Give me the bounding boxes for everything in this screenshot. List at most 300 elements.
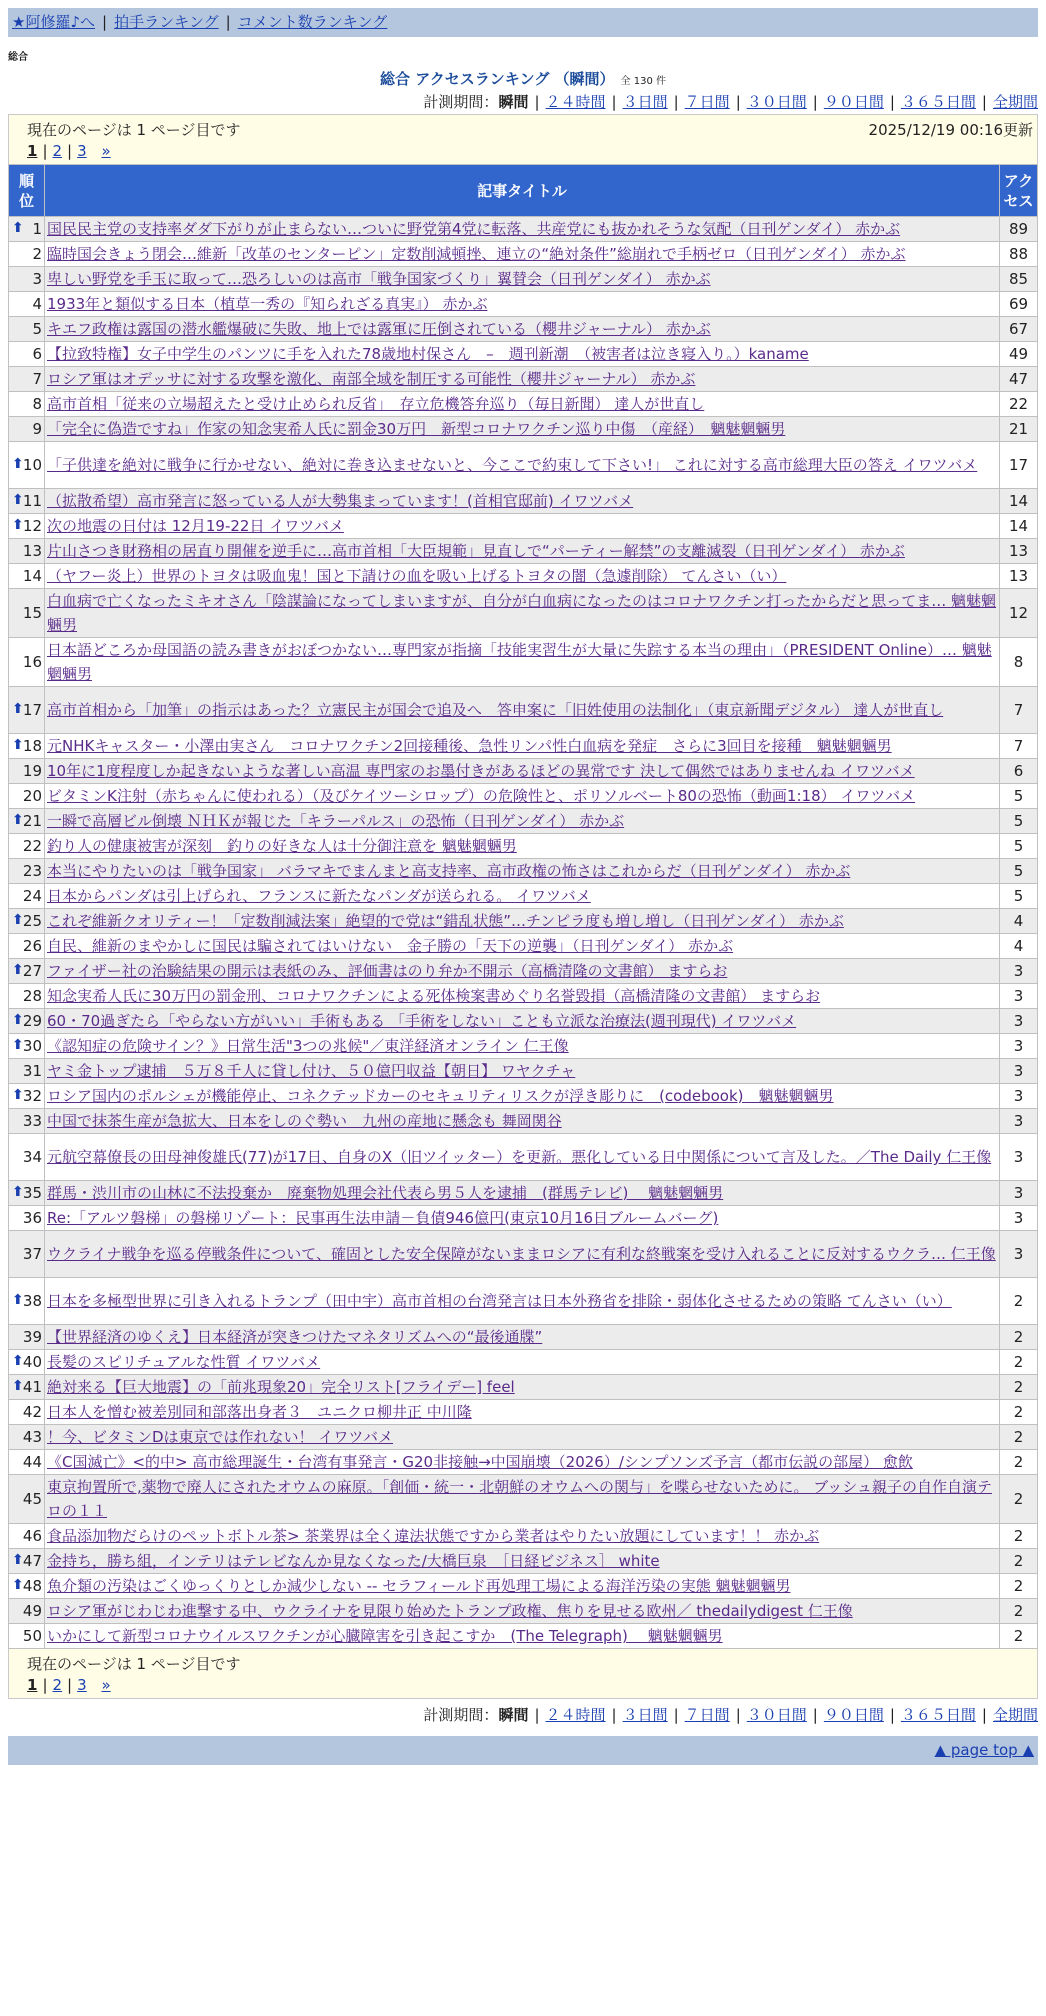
table-row bbox=[9, 687, 1038, 734]
title-cell bbox=[45, 1524, 1000, 1549]
column-header-title: 記事タイトル bbox=[45, 165, 1000, 217]
table-row bbox=[9, 1109, 1038, 1134]
rank-cell bbox=[9, 392, 45, 417]
page-separator: | bbox=[42, 142, 48, 160]
rank-number: 40 bbox=[22, 1353, 42, 1371]
updated-timestamp: 2025/12/19 00:16更新 bbox=[868, 121, 1033, 139]
title-cell bbox=[45, 217, 1000, 242]
access-count: 3 bbox=[1000, 1009, 1038, 1034]
article-link[interactable]: 高市首相「従来の立場超えたと受け止められ反省」 存立危機答弁巡り（毎日新聞） 達人が世直し bbox=[47, 395, 705, 413]
period-separator: | bbox=[812, 93, 818, 111]
total-count: 全 130 件 bbox=[620, 76, 666, 87]
article-link[interactable]: 東京拘置所で,薬物で廃人にされたオウムの麻原。「創価・統一・北朝鮮のオウムへの関与」を喋らせないために。 ブッシュ親子の自作自演テロの１１ bbox=[47, 1478, 992, 1520]
article-link[interactable]: 「完全に偽造ですね」作家の知念実希人氏に罰金30万円 新型コロナワクチン巡り中傷 （産経） 魑魅魍魎男 bbox=[47, 420, 786, 438]
period-link[interactable]: ３６５日間 bbox=[900, 93, 976, 111]
up-arrow-icon: ⬆ bbox=[12, 220, 24, 236]
article-link[interactable]: 《C国滅亡》<的中> 高市総理誕生・台湾有事発言・G20非接触→中国崩壊（2026）/シンプソンズ予言（都市伝説の部屋） 愈飲 bbox=[47, 1453, 913, 1471]
period-separator: | bbox=[534, 1706, 540, 1724]
rank-cell bbox=[9, 859, 45, 884]
access-count: 12 bbox=[1000, 589, 1038, 638]
rank-cell bbox=[9, 539, 45, 564]
rank-cell bbox=[9, 1109, 45, 1134]
rank-cell bbox=[9, 1475, 45, 1524]
title-cell bbox=[45, 1109, 1000, 1134]
access-count: 2 bbox=[1000, 1475, 1038, 1524]
title-cell bbox=[45, 1084, 1000, 1109]
rank-number: 35 bbox=[22, 1184, 42, 1202]
up-arrow-icon: ⬆ bbox=[12, 1087, 24, 1103]
access-count: 4 bbox=[1000, 934, 1038, 959]
period-link[interactable]: ３０日間 bbox=[746, 1706, 807, 1724]
title-cell bbox=[45, 1450, 1000, 1475]
article-link[interactable]: 60・70過ぎたら「やらない方がいい」手術もある 「手術をしない」ことも立派な治療法(週刊現代) イワツバメ bbox=[47, 1012, 797, 1030]
article-link[interactable]: キエフ政権は露国の潜水艦爆破に失敗、地上では露軍に圧倒されている（櫻井ジャーナル） 赤かぶ bbox=[47, 320, 711, 338]
article-link[interactable]: ヤミ金トップ逮捕 ５万８千人に貸し付け、５０億円収益【朝日】 ワヤクチャ bbox=[47, 1062, 576, 1080]
table-row bbox=[9, 1549, 1038, 1574]
access-count: 2 bbox=[1000, 1350, 1038, 1375]
rank-cell bbox=[9, 589, 45, 638]
table-row bbox=[9, 859, 1038, 884]
rank-cell bbox=[9, 242, 45, 267]
rank-cell bbox=[9, 1425, 45, 1450]
article-link[interactable]: 次の地震の日付は 12月19-22日 イワツバメ bbox=[47, 517, 344, 535]
article-link[interactable]: 中国で抹茶生産が急拡大、日本をしのぐ勢い 九州の産地に懸念も 舞岡関谷 bbox=[47, 1112, 562, 1130]
page-link[interactable]: 3 bbox=[77, 142, 87, 160]
table-row bbox=[9, 1059, 1038, 1084]
page-current: 1 bbox=[27, 142, 38, 160]
page-separator: | bbox=[67, 142, 73, 160]
title-cell bbox=[45, 1624, 1000, 1649]
title-cell bbox=[45, 1400, 1000, 1425]
period-link[interactable]: ３日間 bbox=[622, 1706, 668, 1724]
rank-cell bbox=[9, 1524, 45, 1549]
access-count: 47 bbox=[1000, 367, 1038, 392]
article-link[interactable]: 元NHKキャスター・小澤由実さん コロナワクチン2回接種後、急性リンパ性白血病を発症 さらに3回目を接種 魑魅魍魎男 bbox=[47, 737, 892, 755]
page-separator bbox=[87, 1676, 102, 1694]
rank-cell bbox=[9, 292, 45, 317]
period-selector-top bbox=[8, 90, 1038, 114]
article-link[interactable]: ファイザー社の治験結果の開示は表紙のみ、評価書はのり弁か不開示（高橋清隆の文書館） ますらお bbox=[47, 962, 728, 980]
article-link[interactable]: 釣り人の健康被害が深刻 釣りの好きな人は十分御注意を 魑魅魍魎男 bbox=[47, 837, 517, 855]
access-count: 13 bbox=[1000, 539, 1038, 564]
table-row bbox=[9, 1450, 1038, 1475]
rank-number: 32 bbox=[22, 1087, 42, 1105]
article-link[interactable]: ビタミンK注射（赤ちゃんに使われる）（及びケイツーシロップ）の危険性と、ポリソルベート80の恐怖（動画1:18） イワツバメ bbox=[47, 787, 916, 805]
up-arrow-icon: ⬆ bbox=[12, 1292, 24, 1308]
article-link[interactable]: ロシア軍がじわじわ進撃する中、ウクライナを見限り始めたトランプ政権、焦りを見せる欧州／ thedailydigest 仁王像 bbox=[47, 1602, 853, 1620]
article-link[interactable]: 食品添加物だらけのペットボトル茶> 茶業界は全く違法状態ですから業者はやりたい放題にしています！！ 赤かぶ bbox=[47, 1527, 820, 1545]
table-row bbox=[9, 1231, 1038, 1278]
access-count: 67 bbox=[1000, 317, 1038, 342]
up-arrow-icon: ⬆ bbox=[12, 1552, 24, 1568]
period-separator: | bbox=[735, 93, 741, 111]
title-cell bbox=[45, 1278, 1000, 1325]
article-link[interactable]: 高市首相から「加筆」の指示はあった？立憲民主が国会で追及へ 答申案に「旧姓使用の法制化」（東京新聞デジタル） 達人が世直し bbox=[47, 701, 944, 719]
article-link[interactable]: 1933年と類似する日本（植草一秀の『知られざる真実』） 赤かぶ bbox=[47, 295, 488, 313]
period-separator: | bbox=[981, 93, 987, 111]
access-count: 22 bbox=[1000, 392, 1038, 417]
rank-cell bbox=[9, 759, 45, 784]
top-nav bbox=[8, 8, 1038, 37]
article-link[interactable]: ウクライナ戦争を巡る停戦条件について、確固とした安全保障がないままロシアに有利な終戦案を受け入れることに反対するウクラ… 仁王像 bbox=[47, 1245, 996, 1263]
access-count: 5 bbox=[1000, 859, 1038, 884]
title-cell bbox=[45, 539, 1000, 564]
article-link[interactable]: 日本人を憎む被差別同和部落出身者３ ユニクロ柳井正 中川隆 bbox=[47, 1403, 472, 1421]
article-link[interactable]: 日本からパンダは引上げられ、フランスに新たなパンダが送られる。 イワツバメ bbox=[47, 887, 591, 905]
up-arrow-icon: ⬆ bbox=[12, 1378, 24, 1394]
rank-number: 45 bbox=[22, 1490, 42, 1508]
rank-number: 7 bbox=[32, 370, 42, 388]
article-link[interactable]: ロシア軍はオデッサに対する攻撃を激化、南部全域を制圧する可能性（櫻井ジャーナル） 赤かぶ bbox=[47, 370, 696, 388]
rank-cell bbox=[9, 489, 45, 514]
table-row bbox=[9, 564, 1038, 589]
title-cell bbox=[45, 1059, 1000, 1084]
table-row bbox=[9, 984, 1038, 1009]
article-link[interactable]: これぞ維新クオリティー！「定数削減法案」絶望的で党は“錯乱状態”…チンピラ度も増し増し（日刊ゲンダイ） 赤かぶ bbox=[47, 912, 844, 930]
nav-separator: | bbox=[225, 13, 231, 31]
rank-cell bbox=[9, 1009, 45, 1034]
rank-number: 4 bbox=[32, 295, 42, 313]
rank-cell bbox=[9, 909, 45, 934]
page-separator bbox=[87, 142, 102, 160]
table-row bbox=[9, 784, 1038, 809]
table-row bbox=[9, 1278, 1038, 1325]
page-current: 1 bbox=[27, 1676, 38, 1694]
up-arrow-icon: ⬆ bbox=[12, 1037, 24, 1053]
up-arrow-icon: ⬆ bbox=[12, 962, 24, 978]
rank-number: 49 bbox=[22, 1602, 42, 1620]
rank-number: 37 bbox=[22, 1245, 42, 1263]
page-link[interactable]: 2 bbox=[52, 1676, 63, 1694]
rank-cell bbox=[9, 1231, 45, 1278]
article-link[interactable]: 【世界経済のゆくえ】日本経済が突きつけたマネタリズムへの“最後通牒” bbox=[47, 1328, 543, 1346]
table-row bbox=[9, 1034, 1038, 1059]
article-link[interactable]: 10年に1度程度しか起きないような著しい高温 専門家のお墨付きがあるほどの異常です 決して偶然ではありませんね イワツバメ bbox=[47, 762, 915, 780]
rank-cell bbox=[9, 934, 45, 959]
rank-number: 6 bbox=[32, 345, 42, 363]
rank-cell bbox=[9, 1278, 45, 1325]
article-link[interactable]: 金持ち，勝ち組，インテリはテレビなんか見なくなった/大橋巨泉 ［日経ビジネス］ white bbox=[47, 1552, 660, 1570]
period-separator: | bbox=[735, 1706, 741, 1724]
table-row bbox=[9, 1624, 1038, 1649]
access-count: 3 bbox=[1000, 1084, 1038, 1109]
title-cell bbox=[45, 1574, 1000, 1599]
rank-number: 2 bbox=[32, 245, 42, 263]
title-cell bbox=[45, 1181, 1000, 1206]
rank-number: 47 bbox=[22, 1552, 42, 1570]
up-arrow-icon: ⬆ bbox=[12, 737, 24, 753]
up-arrow-icon: ⬆ bbox=[12, 1012, 24, 1028]
rank-cell bbox=[9, 1574, 45, 1599]
up-arrow-icon: ⬆ bbox=[12, 492, 24, 508]
period-link[interactable]: ３日間 bbox=[622, 93, 668, 111]
period-label: 計測期間： bbox=[423, 93, 499, 111]
table-row bbox=[9, 217, 1038, 242]
period-separator: | bbox=[611, 1706, 617, 1724]
article-link[interactable]: 日本を多極型世界に引き入れるトランプ（田中宇）高市首相の台湾発言は日本外務省を排除・弱体化させるための策略 てんさい（い） bbox=[47, 1292, 952, 1310]
period-separator: | bbox=[812, 1706, 818, 1724]
rank-cell bbox=[9, 734, 45, 759]
access-count: 85 bbox=[1000, 267, 1038, 292]
title-cell bbox=[45, 267, 1000, 292]
rank-cell bbox=[9, 1206, 45, 1231]
rank-cell bbox=[9, 1450, 45, 1475]
title-cell bbox=[45, 1134, 1000, 1181]
nav-separator: | bbox=[102, 13, 108, 31]
access-count: 2 bbox=[1000, 1278, 1038, 1325]
article-link[interactable]: 絶対来る【巨大地震】の「前兆現象20」完全リスト[フライデー] feel bbox=[47, 1378, 515, 1396]
rank-cell bbox=[9, 1350, 45, 1375]
article-link[interactable]: 知念実希人氏に30万円の罰金刑、コロナワクチンによる死体検案書めぐり名誉毀損（高橋清隆の文書館） ますらお bbox=[47, 987, 821, 1005]
page-title: 総合 アクセスランキング （瞬間） bbox=[380, 70, 615, 88]
access-count: 5 bbox=[1000, 809, 1038, 834]
ranking-table-body bbox=[9, 217, 1038, 1649]
period-current: 瞬間 bbox=[498, 93, 529, 111]
rank-number: 15 bbox=[22, 604, 42, 622]
title-cell bbox=[45, 1206, 1000, 1231]
table-row bbox=[9, 1009, 1038, 1034]
article-link[interactable]: 元航空幕僚長の田母神俊雄氏(77)が17日、自身のX（旧ツイッター）を更新。悪化している日中関係について言及した。／The Daily 仁王像 bbox=[47, 1148, 992, 1166]
period-separator: | bbox=[889, 1706, 895, 1724]
rank-number: 11 bbox=[22, 492, 42, 510]
period-separator: | bbox=[673, 1706, 679, 1724]
article-link[interactable]: ！今、ビタミンDは東京では作れない！ イワツバメ bbox=[47, 1428, 394, 1446]
rank-number: 1 bbox=[32, 220, 42, 238]
article-link[interactable]: 長髪のスピリチュアルな性質 イワツバメ bbox=[47, 1353, 321, 1371]
rank-number: 14 bbox=[22, 567, 42, 585]
period-label: 計測期間： bbox=[423, 1706, 499, 1724]
rank-cell bbox=[9, 564, 45, 589]
nav-link-comment-ranking[interactable]: コメント数ランキング bbox=[237, 13, 388, 31]
access-count: 2 bbox=[1000, 1624, 1038, 1649]
access-count: 2 bbox=[1000, 1400, 1038, 1425]
rank-cell bbox=[9, 1084, 45, 1109]
access-count: 6 bbox=[1000, 759, 1038, 784]
article-link[interactable]: 本当にやりたいのは「戦争国家」 バラマキでまんまと高支持率、高市政権の怖さはこれからだ（日刊ゲンダイ） 赤かぶ bbox=[47, 862, 851, 880]
article-link[interactable]: 【拉致特権】女子中学生のパンツに手を入れた78歳地村保さん – 週刊新潮 （被害者は泣き寝入り。）kaname bbox=[47, 345, 809, 363]
title-cell bbox=[45, 934, 1000, 959]
rank-number: 50 bbox=[22, 1627, 42, 1645]
article-link[interactable]: （拡散希望）高市発言に怒っている人が大勢集まっています！(首相官邸前) イワツバメ bbox=[47, 492, 634, 510]
period-link[interactable]: 全期間 bbox=[992, 93, 1038, 111]
period-link[interactable]: 全期間 bbox=[992, 1706, 1038, 1724]
rank-number: 24 bbox=[22, 887, 42, 905]
table-row bbox=[9, 1425, 1038, 1450]
article-link[interactable]: 日本語どころか母国語の読み書きがおぼつかない…専門家が指摘「技能実習生が大量に失踪する本当の理由」（PRESIDENT Online）… 魑魅魍魎男 bbox=[47, 641, 992, 683]
rank-cell bbox=[9, 342, 45, 367]
page-top-link[interactable]: ▲ page top ▲ bbox=[934, 1741, 1034, 1759]
rank-cell bbox=[9, 1325, 45, 1350]
table-row bbox=[9, 417, 1038, 442]
article-link[interactable]: 魚介類の汚染はごくゆっくりとしか減少しない -- セラフィールド再処理工場による海洋汚染の実態 魑魅魍魎男 bbox=[47, 1577, 791, 1595]
rank-number: 30 bbox=[22, 1037, 42, 1055]
rank-number: 10 bbox=[22, 456, 42, 474]
table-row bbox=[9, 589, 1038, 638]
table-row bbox=[9, 1475, 1038, 1524]
access-count: 7 bbox=[1000, 687, 1038, 734]
table-row bbox=[9, 539, 1038, 564]
category-label: 総合 bbox=[8, 52, 28, 63]
rank-cell bbox=[9, 809, 45, 834]
article-link[interactable]: 白血病で亡くなったミキオさん「陰謀論になってしまいますが、自分が白血病になったのはコロナワクチン打ったからだと思ってま… 魑魅魍魎男 bbox=[47, 592, 997, 634]
access-count: 3 bbox=[1000, 1206, 1038, 1231]
rank-cell bbox=[9, 367, 45, 392]
period-link[interactable]: ７日間 bbox=[684, 1706, 730, 1724]
table-row bbox=[9, 934, 1038, 959]
access-count: 3 bbox=[1000, 1034, 1038, 1059]
rank-number: 17 bbox=[22, 701, 42, 719]
period-link[interactable]: ２４時間 bbox=[545, 1706, 606, 1724]
title-cell bbox=[45, 564, 1000, 589]
next-page-link[interactable]: » bbox=[101, 1676, 111, 1694]
table-row bbox=[9, 638, 1038, 687]
article-link[interactable]: 《認知症の危険サイン？》日常生活"3つの兆候"／東洋経済オンライン 仁王像 bbox=[47, 1037, 569, 1055]
table-row bbox=[9, 342, 1038, 367]
table-row bbox=[9, 759, 1038, 784]
title-cell bbox=[45, 1549, 1000, 1574]
access-count: 69 bbox=[1000, 292, 1038, 317]
rank-number: 42 bbox=[22, 1403, 42, 1421]
rank-number: 28 bbox=[22, 987, 42, 1005]
access-count: 2 bbox=[1000, 1599, 1038, 1624]
nav-link-applause-ranking[interactable]: 拍手ランキング bbox=[114, 13, 219, 31]
rank-number: 36 bbox=[22, 1209, 42, 1227]
table-row bbox=[9, 1524, 1038, 1549]
rank-cell bbox=[9, 1624, 45, 1649]
rank-cell bbox=[9, 317, 45, 342]
period-link[interactable]: ３０日間 bbox=[746, 93, 807, 111]
period-link[interactable]: ９０日間 bbox=[823, 1706, 884, 1724]
article-link[interactable]: Re:「アルツ磐梯」の磐梯リゾート：民事再生法申請－負債946億円(東京10月16日ブルームバーグ) bbox=[47, 1209, 719, 1227]
access-count: 89 bbox=[1000, 217, 1038, 242]
title-cell bbox=[45, 1475, 1000, 1524]
access-count: 3 bbox=[1000, 984, 1038, 1009]
period-current: 瞬間 bbox=[498, 1706, 529, 1724]
period-link[interactable]: ９０日間 bbox=[823, 93, 884, 111]
pager-bottom bbox=[8, 1649, 1038, 1699]
period-separator: | bbox=[981, 1706, 987, 1724]
access-count: 5 bbox=[1000, 884, 1038, 909]
pager-top bbox=[8, 114, 1038, 164]
rank-number: 46 bbox=[22, 1527, 42, 1545]
table-row bbox=[9, 242, 1038, 267]
period-selector-bottom bbox=[8, 1703, 1038, 1727]
period-link[interactable]: ７日間 bbox=[684, 93, 730, 111]
rank-number: 5 bbox=[32, 320, 42, 338]
article-link[interactable]: 国民民主党の支持率ダダ下がりが止まらない…ついに野党第4党に転落、共産党にも抜かれそうな気配（日刊ゲンダイ） 赤かぶ bbox=[47, 220, 901, 238]
table-header-row bbox=[9, 165, 1038, 217]
period-link[interactable]: ３６５日間 bbox=[900, 1706, 976, 1724]
footer-bar bbox=[8, 1736, 1038, 1765]
rank-number: 31 bbox=[22, 1062, 42, 1080]
period-separator: | bbox=[889, 93, 895, 111]
title-cell bbox=[45, 392, 1000, 417]
period-separator: | bbox=[534, 93, 540, 111]
next-page-link[interactable]: » bbox=[101, 142, 111, 160]
title-cell bbox=[45, 292, 1000, 317]
rank-number: 16 bbox=[22, 653, 42, 671]
table-row bbox=[9, 489, 1038, 514]
rank-number: 25 bbox=[22, 912, 42, 930]
article-link[interactable]: ロシア国内のポルシェが機能停止、コネクテッドカーのセキュリティリスクが浮き彫りに (codebook) 魑魅魍魎男 bbox=[47, 1087, 834, 1105]
access-count: 49 bbox=[1000, 342, 1038, 367]
access-count: 4 bbox=[1000, 909, 1038, 934]
article-link[interactable]: （ヤフー炎上）世界のトヨタは吸血鬼！国と下請けの血を吸い上げるトヨタの闇（急遽削除） てんさい（い） bbox=[47, 567, 787, 585]
access-count: 14 bbox=[1000, 489, 1038, 514]
rank-number: 23 bbox=[22, 862, 42, 880]
article-link[interactable]: いかにして新型コロナウイルスワクチンが心臓障害を引き起こすか (The Telegraph) 魑魅魍魎男 bbox=[47, 1627, 723, 1645]
rank-number: 21 bbox=[22, 812, 42, 830]
ranking-table bbox=[8, 164, 1038, 1649]
access-count: 5 bbox=[1000, 784, 1038, 809]
table-row bbox=[9, 959, 1038, 984]
article-link[interactable]: 卑しい野党を手玉に取って…恐ろしいのは高市「戦争国家づくり」翼賛会（日刊ゲンダイ） 赤かぶ bbox=[47, 270, 711, 288]
title-cell bbox=[45, 489, 1000, 514]
access-count: 3 bbox=[1000, 959, 1038, 984]
rank-number: 27 bbox=[22, 962, 42, 980]
article-link[interactable]: 一瞬で高層ビル倒壊 ＮＨＫが報じた「キラーパルス」の恐怖（日刊ゲンダイ） 赤かぶ bbox=[47, 812, 625, 830]
article-link[interactable]: 群馬・渋川市の山林に不法投棄か 廃棄物処理会社代表ら男５人を逮捕 (群馬テレビ) 魑魅魍魎男 bbox=[47, 1184, 724, 1202]
article-link[interactable]: 自民、維新のまやかしに国民は騙されてはいけない 金子勝の「天下の逆襲」（日刊ゲンダイ） 赤かぶ bbox=[47, 937, 734, 955]
table-row bbox=[9, 1350, 1038, 1375]
access-count: 3 bbox=[1000, 1059, 1038, 1084]
rank-number: 34 bbox=[22, 1148, 42, 1166]
title-cell bbox=[45, 734, 1000, 759]
table-row bbox=[9, 1574, 1038, 1599]
title-cell bbox=[45, 1009, 1000, 1034]
table-row bbox=[9, 1375, 1038, 1400]
table-row bbox=[9, 267, 1038, 292]
access-count: 7 bbox=[1000, 734, 1038, 759]
table-row bbox=[9, 367, 1038, 392]
rank-cell bbox=[9, 1599, 45, 1624]
table-row bbox=[9, 1134, 1038, 1181]
rank-number: 3 bbox=[32, 270, 42, 288]
access-count: 2 bbox=[1000, 1375, 1038, 1400]
up-arrow-icon: ⬆ bbox=[12, 1577, 24, 1593]
rank-cell bbox=[9, 884, 45, 909]
rank-cell bbox=[9, 984, 45, 1009]
table-row bbox=[9, 884, 1038, 909]
column-header-access: アクセス bbox=[1000, 165, 1038, 217]
access-count: 88 bbox=[1000, 242, 1038, 267]
article-link[interactable]: 「子供達を絶対に戦争に行かせない、絶対に巻き込ませないと、今ここで約束して下さい!」 これに対する高市総理大臣の答え イワツバメ bbox=[47, 456, 978, 474]
article-link[interactable]: 臨時国会きょう閉会…維新「改革のセンターピン」定数削減頓挫、連立の“絶対条件”総崩れで手柄ゼロ（日刊ゲンダイ） 赤かぶ bbox=[47, 245, 906, 263]
table-row bbox=[9, 1181, 1038, 1206]
rank-number: 26 bbox=[22, 937, 42, 955]
page-separator: | bbox=[67, 1676, 73, 1694]
rank-number: 19 bbox=[22, 762, 42, 780]
nav-link-asyura[interactable]: ★阿修羅♪へ bbox=[12, 13, 96, 31]
rank-cell bbox=[9, 834, 45, 859]
page-link[interactable]: 3 bbox=[77, 1676, 87, 1694]
table-row bbox=[9, 1599, 1038, 1624]
page-links bbox=[27, 142, 111, 160]
column-header-rank: 順位 bbox=[9, 165, 45, 217]
table-row bbox=[9, 809, 1038, 834]
period-link[interactable]: ２４時間 bbox=[545, 93, 606, 111]
article-link[interactable]: 片山さつき財務相の居直り開催を逆手に…高市首相「大臣規範」見直しで“パーティー解禁”の支離滅裂（日刊ゲンダイ） 赤かぶ bbox=[47, 542, 905, 560]
table-row bbox=[9, 734, 1038, 759]
rank-cell bbox=[9, 267, 45, 292]
access-count: 21 bbox=[1000, 417, 1038, 442]
title-cell bbox=[45, 909, 1000, 934]
page-link[interactable]: 2 bbox=[52, 142, 63, 160]
access-count: 3 bbox=[1000, 1109, 1038, 1134]
title-cell bbox=[45, 1325, 1000, 1350]
rank-number: 43 bbox=[22, 1428, 42, 1446]
rank-number: 12 bbox=[22, 517, 42, 535]
